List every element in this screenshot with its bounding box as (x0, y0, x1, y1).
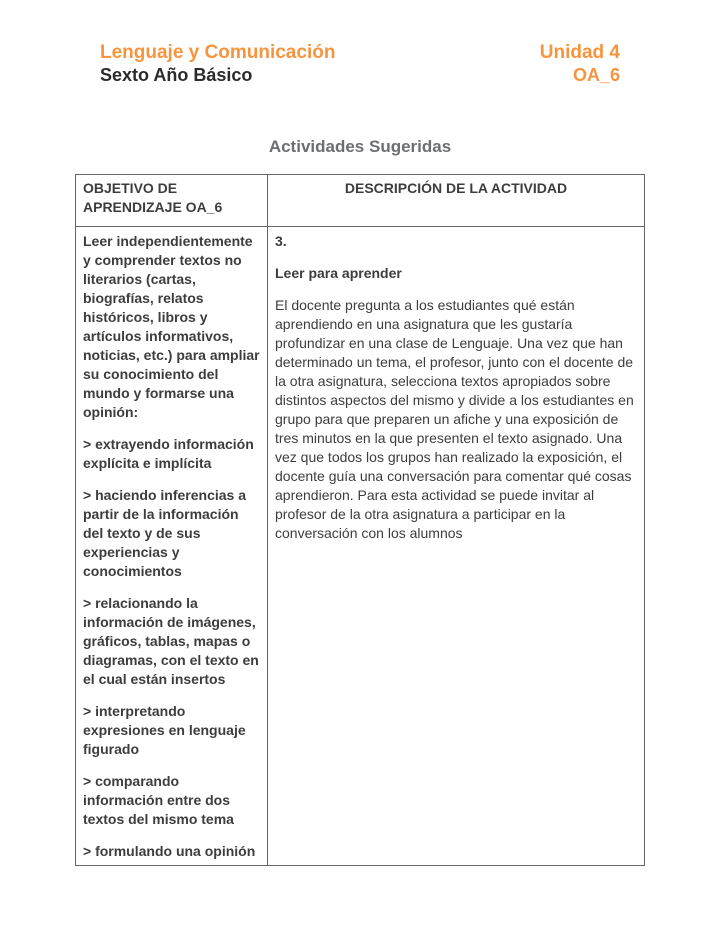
activity-table (75, 174, 645, 866)
activity-number: 3. (275, 233, 287, 249)
objective-bullet-3: > relacionando la información de imágenes, gráficos, tablas, mapas o diagramas, con el texto en el cual están insertos (83, 595, 259, 687)
objective-cell (76, 227, 268, 866)
objective-bullet-4: > interpretando expresiones en lenguaje figurado (83, 703, 246, 757)
activity-subtitle: Leer para aprender (275, 265, 402, 281)
activity-description-cell (268, 227, 645, 866)
subject-title: Lenguaje y Comunicación (100, 42, 336, 63)
table-row (76, 227, 645, 866)
header-left-block (100, 41, 335, 87)
page-title: Actividades Sugeridas (268, 137, 452, 156)
objective-intro: Leer independientemente y comprender textos no literarios (cartas, biografías, relatos históricos, libros y artículos informativos, noticias, etc.) para ampliar su conocimiento del mundo y formarse una opinión: (83, 233, 260, 420)
activity-body-text: El docente pregunta a los estudiantes qué están aprendiendo en una asignatura que les gustaría profundizar en una clase de Lenguaje. Una vez que han determinado un tema, el profesor, junto con el docente de la otra asignatura, selecciona textos apropiados sobre distintos aspectos del mismo y divide a los estudiantes en grupo para que preparen un afiche y una exposición de tres minutos en la que presenten el texto asignado. Una vez que todos los grupos han realizado la exposición, el docente guía una conversación para comentar qué cosas aprendieron. Para esta actividad se puede invitar al profesor de la otra asignatura a participar en la conversación con los alumnos (275, 297, 634, 541)
column-header-description: DESCRIPCIÓN DE LA ACTIVIDAD (268, 175, 645, 227)
objective-bullet-5: > comparando información entre dos textos del mismo tema (83, 773, 234, 827)
objective-bullet-2: > haciendo inferencias a partir de la información del texto y de sus experiencias y conocimientos (83, 487, 247, 579)
grade-subtitle: Sexto Año Básico (100, 65, 253, 85)
table-header-row (76, 175, 645, 227)
objective-bullet-1: > extrayendo información explícita e implícita (83, 436, 254, 471)
column-header-objective: OBJETIVO DE APRENDIZAJE OA_6 (76, 175, 268, 227)
objective-bullet-6: > formulando una opinión (83, 843, 256, 859)
document-header (0, 0, 720, 87)
unit-label: Unidad 4 (539, 42, 620, 63)
oa-code-label: OA_6 (572, 65, 620, 85)
header-right-block (540, 41, 620, 87)
